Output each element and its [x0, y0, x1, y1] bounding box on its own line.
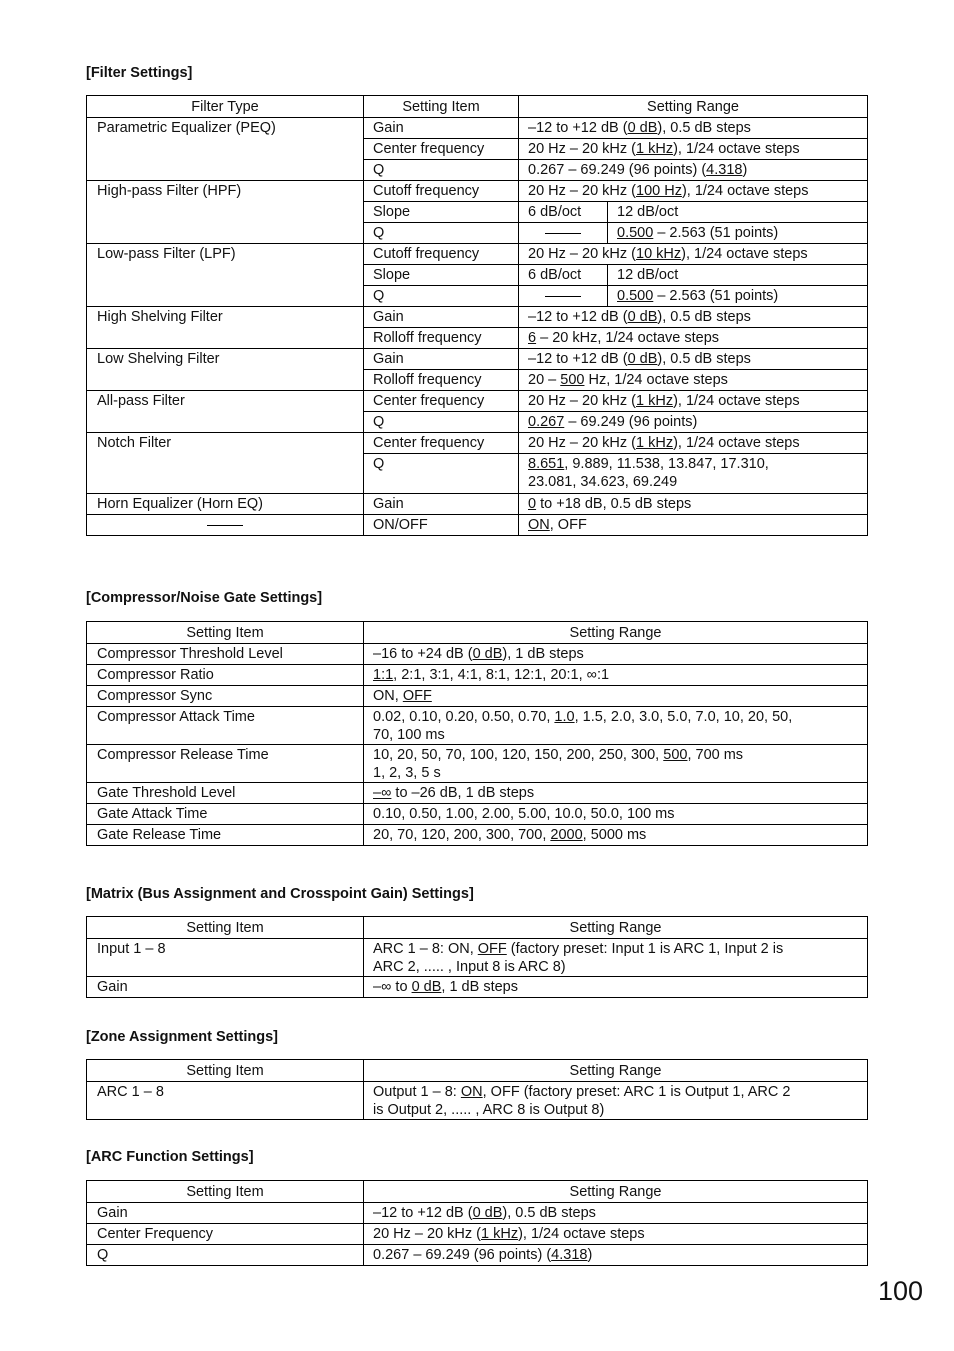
setting-range: 0.267 – 69.249 (96 points) (4.318): [364, 1245, 868, 1266]
setting-range: ON, OFF: [519, 515, 868, 536]
setting-range: –12 to +12 dB (0 dB), 0.5 dB steps: [364, 1203, 868, 1224]
setting-item: Compressor Threshold Level: [87, 644, 364, 665]
setting-item: Cutoff frequency: [364, 181, 519, 202]
header-setting-item: Setting Item: [364, 96, 519, 118]
setting-range: –∞ to 0 dB, 1 dB steps: [364, 977, 868, 998]
header-setting-range: Setting Range: [364, 622, 868, 644]
setting-range: 20 Hz – 20 kHz (1 kHz), 1/24 octave steps: [519, 139, 868, 160]
setting-range: 20 Hz – 20 kHz (1 kHz), 1/24 octave steps: [364, 1224, 868, 1245]
header-setting-range: Setting Range: [364, 917, 868, 939]
not-applicable-dash: [87, 515, 364, 536]
matrix-settings-title: [Matrix (Bus Assignment and Crosspoint Gain) Settings]: [86, 886, 474, 902]
setting-range: –12 to +12 dB (0 dB), 0.5 dB steps: [519, 118, 868, 139]
zone-settings-title: [Zone Assignment Settings]: [86, 1029, 278, 1045]
setting-item: Rolloff frequency: [364, 328, 519, 349]
setting-range-slope-12: 12 dB/oct: [608, 202, 868, 223]
matrix-settings-table: [86, 916, 868, 998]
setting-item: Center frequency: [364, 391, 519, 412]
setting-range: 20 Hz – 20 kHz (100 Hz), 1/24 octave steps: [519, 181, 868, 202]
setting-item: Gain: [364, 349, 519, 370]
setting-range: ARC 1 – 8: ON, OFF (factory preset: Input 1 is ARC 1, Input 2 is ARC 2, ..... , Input 8 is ARC 8): [364, 939, 868, 977]
setting-range: 20, 70, 120, 200, 300, 700, 2000, 5000 ms: [364, 825, 868, 846]
setting-item: Compressor Attack Time: [87, 707, 364, 745]
setting-range: –12 to +12 dB (0 dB), 0.5 dB steps: [519, 307, 868, 328]
setting-range: 8.651, 9.889, 11.538, 13.847, 17.310, 23.081, 34.623, 69.249: [519, 454, 868, 494]
setting-item: Gate Threshold Level: [87, 783, 364, 804]
setting-range: 1:1, 2:1, 3:1, 4:1, 8:1, 12:1, 20:1, ∞:1: [364, 665, 868, 686]
setting-range: –∞ to –26 dB, 1 dB steps: [364, 783, 868, 804]
setting-item: Gain: [87, 977, 364, 998]
filter-type-notch: Notch Filter: [87, 433, 364, 494]
filter-type-horn: Horn Equalizer (Horn EQ): [87, 494, 364, 515]
setting-item: Center frequency: [364, 139, 519, 160]
header-setting-range: Setting Range: [364, 1181, 868, 1203]
zone-settings-table: [86, 1059, 868, 1120]
setting-item: Compressor Release Time: [87, 745, 364, 783]
setting-item: Slope: [364, 265, 519, 286]
setting-item: Q: [364, 286, 519, 307]
arc-settings-table: [86, 1180, 868, 1266]
setting-range-slope-6: 6 dB/oct: [519, 265, 608, 286]
compressor-settings-table: [86, 621, 868, 846]
header-setting-item: Setting Item: [87, 622, 364, 644]
setting-range: 0.500 – 2.563 (51 points): [608, 286, 868, 307]
setting-range: –12 to +12 dB (0 dB), 0.5 dB steps: [519, 349, 868, 370]
setting-range-slope-12: 12 dB/oct: [608, 265, 868, 286]
setting-item: Slope: [364, 202, 519, 223]
setting-item: Q: [364, 160, 519, 181]
filter-settings-table: [86, 95, 868, 536]
setting-item: Gate Release Time: [87, 825, 364, 846]
setting-item: Input 1 – 8: [87, 939, 364, 977]
filter-type-apf: All-pass Filter: [87, 391, 364, 433]
setting-range: 20 Hz – 20 kHz (10 kHz), 1/24 octave steps: [519, 244, 868, 265]
setting-item: Cutoff frequency: [364, 244, 519, 265]
setting-item: Gain: [87, 1203, 364, 1224]
filter-type-lpf: Low-pass Filter (LPF): [87, 244, 364, 307]
setting-item: Gain: [364, 118, 519, 139]
setting-range: ON, OFF: [364, 686, 868, 707]
not-applicable-dash: [519, 286, 608, 307]
setting-range: 0.500 – 2.563 (51 points): [608, 223, 868, 244]
filter-settings-title: [Filter Settings]: [86, 65, 193, 81]
setting-item: ARC 1 – 8: [87, 1082, 364, 1120]
setting-item: Gain: [364, 307, 519, 328]
setting-range: 0.267 – 69.249 (96 points): [519, 412, 868, 433]
arc-settings-title: [ARC Function Settings]: [86, 1149, 254, 1165]
header-setting-item: Setting Item: [87, 917, 364, 939]
setting-range: 6 – 20 kHz, 1/24 octave steps: [519, 328, 868, 349]
setting-range: 10, 20, 50, 70, 100, 120, 150, 200, 250, 300, 500, 700 ms 1, 2, 3, 5 s: [364, 745, 868, 783]
filter-type-hpf: High-pass Filter (HPF): [87, 181, 364, 244]
compressor-settings-title: [Compressor/Noise Gate Settings]: [86, 590, 323, 606]
setting-item: Q: [364, 223, 519, 244]
filter-type-lsf: Low Shelving Filter: [87, 349, 364, 391]
setting-item: Compressor Sync: [87, 686, 364, 707]
setting-range: 0.267 – 69.249 (96 points) (4.318): [519, 160, 868, 181]
setting-range: –16 to +24 dB (0 dB), 1 dB steps: [364, 644, 868, 665]
header-setting-range: Setting Range: [364, 1060, 868, 1082]
setting-range-slope-6: 6 dB/oct: [519, 202, 608, 223]
setting-item: Center Frequency: [87, 1224, 364, 1245]
setting-item: Rolloff frequency: [364, 370, 519, 391]
filter-type-hsf: High Shelving Filter: [87, 307, 364, 349]
setting-item: Gate Attack Time: [87, 804, 364, 825]
setting-range: 20 Hz – 20 kHz (1 kHz), 1/24 octave steps: [519, 391, 868, 412]
setting-range: 0.10, 0.50, 1.00, 2.00, 5.00, 10.0, 50.0, 100 ms: [364, 804, 868, 825]
header-setting-item: Setting Item: [87, 1181, 364, 1203]
setting-item: Q: [364, 412, 519, 433]
setting-range: 0.02, 0.10, 0.20, 0.50, 0.70, 1.0, 1.5, 2.0, 3.0, 5.0, 7.0, 10, 20, 50, 70, 100 ms: [364, 707, 868, 745]
setting-range: 0 to +18 dB, 0.5 dB steps: [519, 494, 868, 515]
setting-item: Compressor Ratio: [87, 665, 364, 686]
header-setting-item: Setting Item: [87, 1060, 364, 1082]
not-applicable-dash: [519, 223, 608, 244]
setting-range: 20 Hz – 20 kHz (1 kHz), 1/24 octave steps: [519, 433, 868, 454]
header-filter-type: Filter Type: [87, 96, 364, 118]
setting-item: Gain: [364, 494, 519, 515]
filter-type-peq: Parametric Equalizer (PEQ): [87, 118, 364, 181]
setting-item: Q: [87, 1245, 364, 1266]
setting-item: ON/OFF: [364, 515, 519, 536]
setting-range: 20 – 500 Hz, 1/24 octave steps: [519, 370, 868, 391]
setting-item: Q: [364, 454, 519, 494]
page-number: 100: [878, 1276, 924, 1306]
header-setting-range: Setting Range: [519, 96, 868, 118]
setting-range: Output 1 – 8: ON, OFF (factory preset: ARC 1 is Output 1, ARC 2 is Output 2, ..... , ARC 8 is Output 8): [364, 1082, 868, 1120]
setting-item: Center frequency: [364, 433, 519, 454]
